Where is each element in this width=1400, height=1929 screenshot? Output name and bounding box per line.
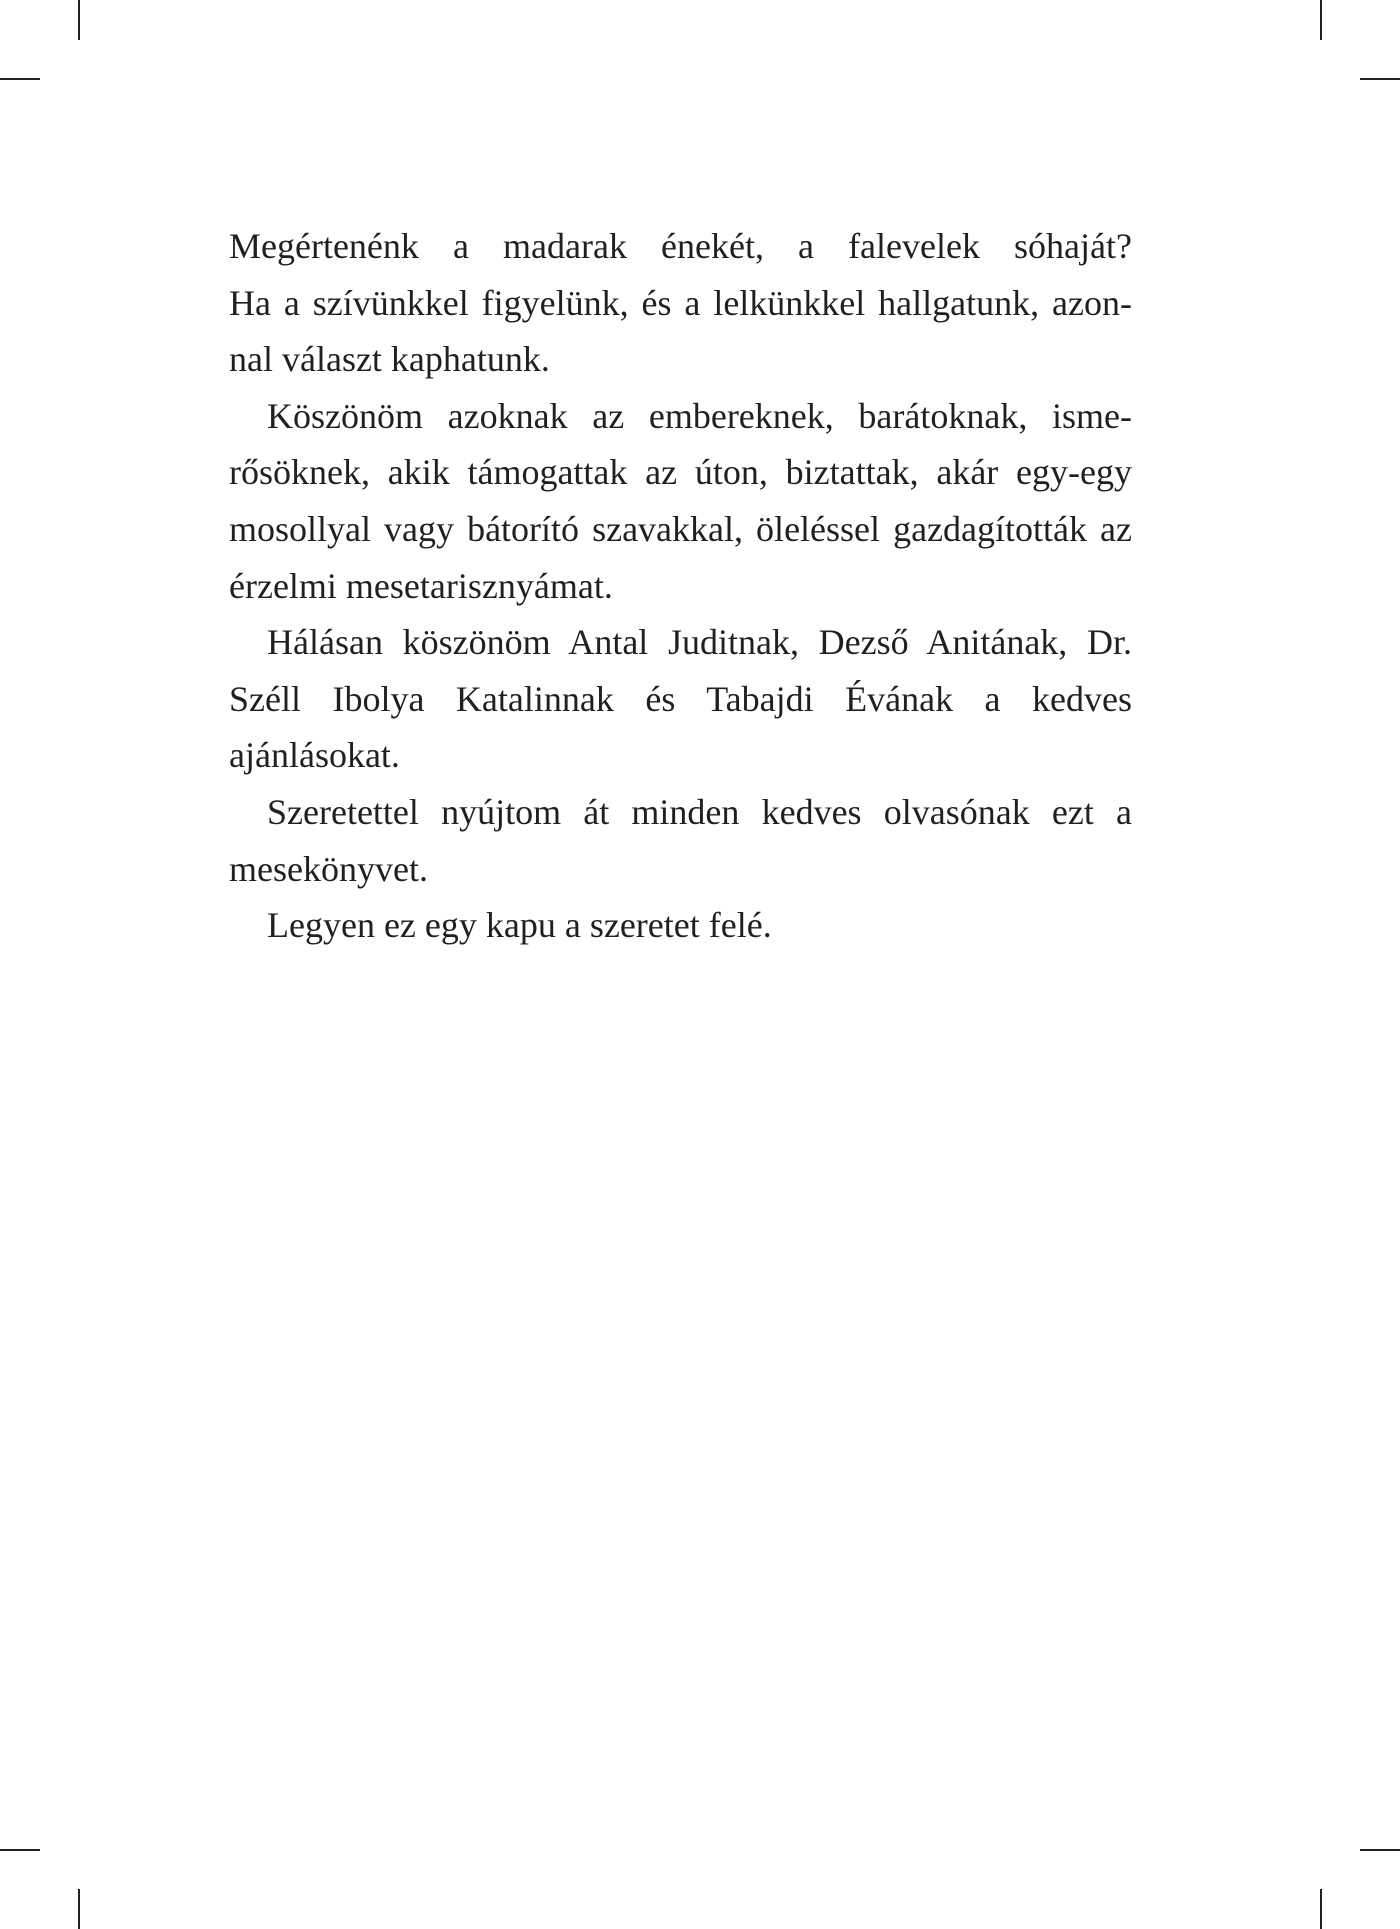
text-line: érzelmi mesetarisznyámat. [229, 565, 613, 606]
text-line: Ha a szívünkkel figyelünk, és a lelkünkkel hallgatunk, azon- [229, 282, 1132, 323]
text-line: Hálásan köszönöm Antal Juditnak, Dezső Anitának, Dr. [267, 622, 1132, 663]
text-line: Legyen ez egy kapu a szeretet felé. [267, 905, 772, 946]
text-line: nal választ kaphatunk. [229, 339, 550, 380]
crop-mark-bottom-right-horizontal [1360, 1849, 1400, 1851]
text-line: mosollyal vagy bátorító szavakkal, öleléssel gazdagították az [229, 508, 1132, 549]
paragraph-2 [229, 388, 1132, 614]
text-line: Köszönöm azoknak az embereknek, barátoknak, isme- [267, 395, 1132, 436]
paragraph-1 [229, 218, 1132, 388]
paragraph-5 [229, 897, 1132, 954]
crop-mark-top-right-vertical [1320, 0, 1322, 40]
paragraph-3 [229, 614, 1132, 784]
crop-mark-top-left-vertical [78, 0, 80, 40]
crop-mark-top-left-horizontal [0, 78, 40, 80]
crop-mark-top-right-horizontal [1360, 78, 1400, 80]
crop-mark-bottom-left-vertical [78, 1889, 80, 1929]
text-line: Szeretettel nyújtom át minden kedves olvasónak ezt a [267, 791, 1132, 832]
text-line: Széll Ibolya Katalinnak és Tabajdi Évának a kedves ajánlásokat. [229, 678, 1132, 776]
body-text [229, 218, 1132, 954]
text-line: Megértenénk a madarak énekét, a falevelek sóhaját? [229, 226, 1132, 266]
text-line: rősöknek, akik támogattak az úton, biztattak, akár egy-egy [229, 452, 1132, 493]
crop-mark-bottom-right-vertical [1320, 1889, 1322, 1929]
paragraph-4 [229, 784, 1132, 897]
text-line: mesekönyvet. [229, 848, 428, 889]
crop-mark-bottom-left-horizontal [0, 1849, 40, 1851]
